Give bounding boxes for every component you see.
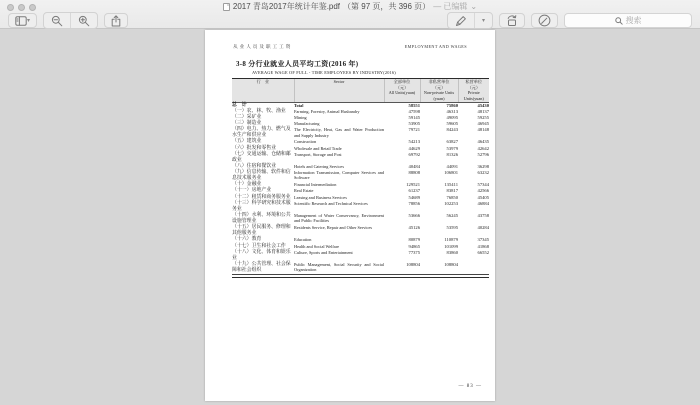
industry-name-en: Manufacturing	[294, 121, 320, 127]
value-nonprivate-units: 49095	[446, 114, 458, 120]
industry-name-en: Scientific Research and Technical Services	[294, 200, 368, 206]
zoom-in-icon	[78, 15, 90, 27]
value-private-units: 41868	[477, 243, 489, 249]
share-icon	[111, 15, 121, 27]
page-number: — 83 —	[458, 384, 482, 389]
running-header-cn: 从业人员及职工工资	[233, 44, 293, 49]
value-all-units: 53666	[408, 212, 420, 218]
value-nonprivate-units: 83860	[446, 249, 458, 255]
table-row	[232, 262, 489, 274]
value-nonprivate-units: 53595	[446, 225, 458, 231]
value-all-units: 53905	[408, 121, 420, 127]
value-private-units: 57344	[477, 182, 489, 188]
table-header-row	[232, 79, 489, 103]
value-all-units: 94865	[408, 243, 420, 249]
industry-name-cn: （十三）科学研究和技术服务业	[232, 200, 291, 212]
value-nonprivate-units: 59605	[446, 121, 458, 127]
industry-name-cn: （六）批发和零售业	[232, 145, 277, 151]
industry-name-cn: 总 计	[232, 102, 247, 108]
table-row	[232, 152, 489, 164]
value-all-units: 40484	[408, 163, 420, 169]
zoom-out-icon	[51, 15, 63, 27]
value-private-units: 45430	[477, 102, 489, 108]
value-all-units: 69792	[408, 151, 420, 157]
industry-name-en: Financial Intermediation	[294, 182, 337, 188]
industry-name-cn: （十一）房地产业	[232, 188, 272, 194]
industry-name-en: Health and Social Welfare	[294, 243, 340, 249]
value-nonprivate-units: 83817	[446, 188, 458, 194]
value-all-units: 79721	[408, 127, 420, 133]
value-all-units: 54213	[408, 139, 420, 145]
document-scroll-area[interactable]	[0, 29, 700, 405]
industry-name-cn: （四）电力、热力、燃气及水生产和供应业	[232, 127, 291, 139]
industry-name-en: Mining	[294, 114, 307, 120]
title-filename: 2017 青岛2017年统计年鉴.pdf	[232, 2, 341, 11]
value-private-units: 42642	[477, 145, 489, 151]
value-private-units: 36298	[477, 163, 489, 169]
value-private-units: 48137	[477, 108, 489, 114]
table-row	[232, 127, 489, 139]
industry-name-en: Wholesale and Retail Trade	[294, 145, 342, 151]
value-nonprivate-units: 56245	[446, 212, 458, 218]
search-icon	[615, 17, 623, 25]
industry-name-cn: （九）信息传输、软件和信息技术服务业	[232, 170, 291, 182]
search-placeholder: 搜索	[625, 16, 642, 25]
value-private-units: 66552	[477, 249, 489, 255]
running-header-en: EMPLOYMENT AND WAGES	[404, 44, 467, 49]
zoom-in-button[interactable]	[70, 13, 97, 28]
chevron-down-icon: ▾	[27, 17, 31, 24]
value-all-units: 44629	[408, 145, 420, 151]
sketch-button[interactable]	[531, 13, 558, 28]
industry-name-en: Public Management, Social Security and Social Organization	[294, 261, 384, 273]
statistics-table	[232, 78, 489, 278]
value-all-units: 61237	[408, 188, 420, 194]
rotate-icon	[506, 15, 518, 27]
markup-split-button	[447, 12, 493, 29]
industry-name-cn: （三）制造业	[232, 121, 262, 127]
industry-name-cn: （十八）文化、体育和娱乐业	[232, 249, 291, 261]
industry-name-en: Residents Service, Repair and Other Services	[294, 225, 373, 231]
value-nonprivate-units: 76850	[446, 194, 458, 200]
table-row	[232, 250, 489, 262]
value-all-units: 129521	[406, 182, 420, 188]
industry-name-en: Hotels and Catering Services	[294, 163, 344, 169]
value-private-units: 46945	[477, 121, 489, 127]
value-nonprivate-units: 110879	[444, 237, 458, 243]
sidebar-view-icon	[15, 16, 27, 26]
value-all-units: 54689	[408, 194, 420, 200]
col-header-private-units: 私营单位 （元） Private Units(yuan)	[458, 79, 489, 103]
table-row	[232, 201, 489, 213]
industry-name-en: Farming, Forestry, Animal Husbandry	[294, 108, 360, 114]
value-nonprivate-units: 135411	[444, 182, 458, 188]
value-nonprivate-units: 75860	[446, 102, 458, 108]
industry-name-en: Total	[294, 102, 304, 108]
value-private-units: 48148	[477, 127, 489, 133]
value-private-units: 46884	[477, 200, 489, 206]
industry-name-en: Real Estate	[294, 188, 314, 194]
value-all-units: 108804	[406, 261, 420, 267]
industry-name-cn: （十七）卫生和社会工作	[232, 243, 286, 249]
table-row	[232, 225, 489, 237]
industry-name-en: The Electricity, Heat, Gas and Water Production and Supply Industry	[294, 127, 384, 138]
pdf-document-icon	[223, 3, 230, 11]
sketch-pen-icon	[538, 14, 551, 27]
value-private-units	[458, 262, 489, 274]
industry-name-cn: （一）农、林、牧、渔业	[232, 108, 286, 114]
industry-name-cn: （十）金融业	[232, 182, 262, 188]
window-chrome	[0, 0, 700, 29]
value-nonprivate-units: 63827	[446, 139, 458, 145]
industry-name-cn: （十四）水利、环境和公共设施管理业	[232, 212, 291, 225]
table-row	[232, 213, 489, 225]
table-row	[232, 170, 489, 182]
value-all-units: 47598	[408, 108, 420, 114]
markup-button[interactable]	[448, 13, 474, 28]
value-all-units: 88808	[408, 170, 420, 176]
share-button[interactable]	[104, 13, 128, 28]
window-title	[0, 1, 700, 12]
search-input[interactable]	[564, 13, 692, 28]
value-private-units: 45405	[477, 194, 489, 200]
col-header-all-units: 全部单位 （元） All Units(yuan)	[384, 79, 420, 103]
value-nonprivate-units: 84243	[446, 127, 458, 133]
value-private-units: 52796	[477, 151, 489, 157]
rotate-button[interactable]	[499, 13, 525, 28]
markup-pen-icon	[455, 15, 467, 27]
table-title: 3-8 分行业就业人员平均工资(2016 年)	[236, 60, 359, 68]
title-page-info: （第 97 页，共 396 页）	[343, 2, 431, 11]
value-nonprivate-units: 108804	[444, 261, 458, 267]
industry-name-en: Management of Water Conservancy, Environment and Public Facilities	[294, 212, 384, 224]
industry-name-cn: （十六）教育	[232, 237, 262, 243]
chevron-down-icon: ▾	[481, 17, 485, 24]
industry-name-cn: （十九）公共管理、社会保障和社会组织	[232, 261, 291, 274]
col-header-sector: Sector	[294, 79, 384, 103]
table-row	[232, 102, 489, 109]
value-nonprivate-units: 44091	[446, 163, 458, 169]
industry-name-en: Construction	[294, 139, 317, 145]
table-subtitle: AVERAGE WAGE OF FULL - TIME EMPLOYEES BY INDUSTRY(2016)	[252, 70, 396, 75]
value-private-units: 43758	[477, 212, 489, 218]
value-private-units: 59255	[477, 114, 489, 120]
value-nonprivate-units: 101099	[444, 243, 458, 249]
industry-name-en: Culture, Sports and Entertainment	[294, 249, 353, 255]
value-nonprivate-units: 46313	[446, 108, 458, 114]
industry-name-cn: （五）建筑业	[232, 139, 262, 145]
industry-name-en: Information Transmission, Computer Services and Software	[294, 170, 384, 181]
value-all-units: 78856	[408, 200, 420, 206]
toolbar	[0, 12, 700, 29]
col-header-industry: 行 业	[232, 79, 294, 103]
title-edited-badge: — 已编辑	[433, 2, 468, 11]
value-private-units: 42566	[477, 188, 489, 194]
value-private-units: 63232	[477, 170, 489, 176]
industry-name-en: Leasing and Business Services	[294, 194, 347, 200]
industry-name-cn: （十五）居民服务、修理和其他服务业	[232, 225, 291, 237]
title-chevron-icon[interactable]: ⌄	[470, 2, 478, 11]
value-private-units: 40284	[477, 225, 489, 231]
zoom-button-group	[43, 12, 98, 29]
table-body	[232, 102, 489, 274]
value-all-units: 45126	[408, 225, 420, 231]
industry-name-cn: （二）采矿业	[232, 114, 262, 120]
zoom-out-button[interactable]	[44, 13, 70, 28]
industry-name-cn: （八）住宿和餐饮业	[232, 163, 277, 169]
markup-dropdown-button[interactable]	[474, 13, 492, 28]
value-private-units: 46435	[477, 139, 489, 145]
value-all-units: 77375	[408, 249, 420, 255]
value-all-units: 59145	[408, 114, 420, 120]
value-private-units: 37345	[477, 237, 489, 243]
value-all-units: 58551	[408, 102, 420, 108]
view-menu-button[interactable]	[8, 13, 37, 28]
industry-name-en: Education	[294, 237, 312, 243]
pdf-page	[205, 30, 495, 401]
value-nonprivate-units: 81326	[446, 151, 458, 157]
value-nonprivate-units: 106801	[444, 170, 458, 176]
industry-name-en: Transport, Storage and Post	[294, 151, 342, 157]
value-nonprivate-units: 102253	[444, 200, 458, 206]
industry-name-cn: （十二）租赁和商务服务业	[232, 194, 291, 200]
col-header-nonprivate-units: 非私营单位 （元） Non-private Units (yuan)	[420, 79, 458, 103]
table-bottom-rule	[232, 274, 489, 278]
value-nonprivate-units: 53979	[446, 145, 458, 151]
industry-name-cn: （七）交通运输、仓储和邮政业	[232, 151, 291, 163]
value-all-units: 80879	[408, 237, 420, 243]
